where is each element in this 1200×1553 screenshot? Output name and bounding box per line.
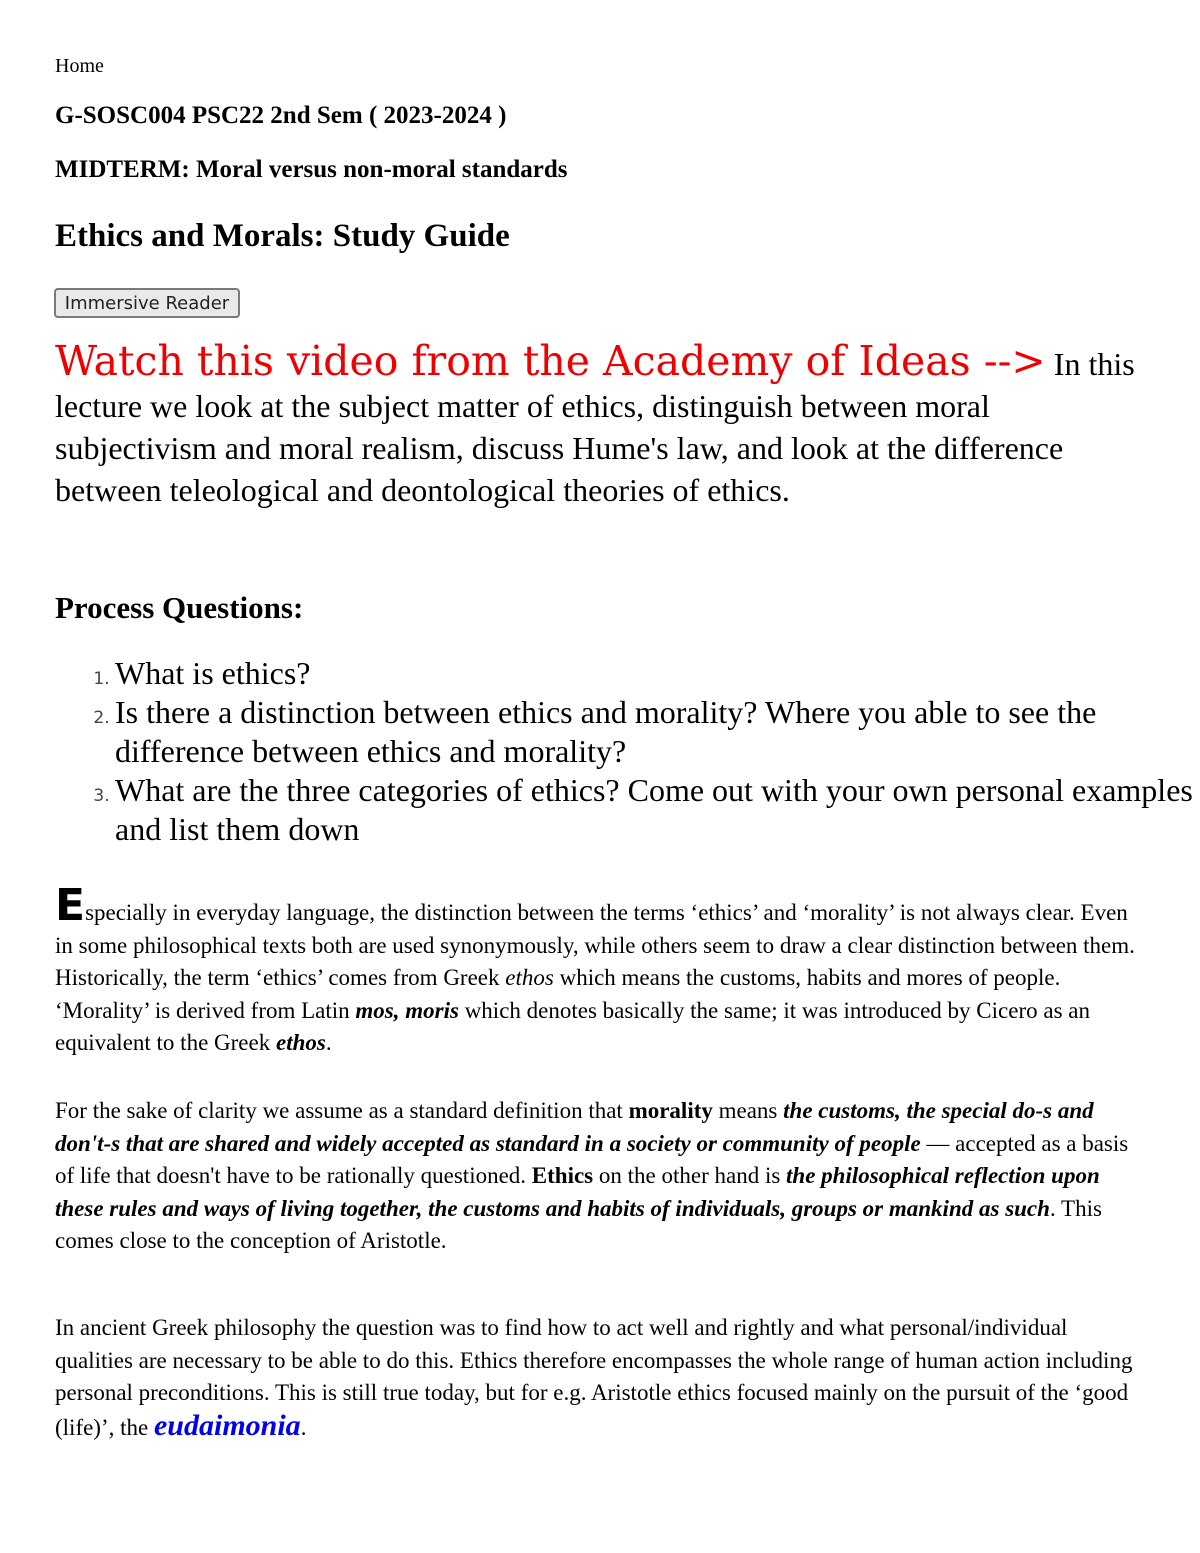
module-title: MIDTERM: Moral versus non-moral standards: [55, 156, 568, 183]
process-questions-list: [55, 654, 1200, 849]
paragraph-text: .: [300, 1414, 307, 1440]
paragraph-text: — accepted as a basis of life that doesn't have to be rationally questioned.: [55, 1130, 1129, 1188]
morality-definition: the customs, the special do-s and don't-s that are shared and widely accepted as standard in a society or community of people: [55, 1098, 1094, 1156]
paragraph-text: In ancient Greek philosophy the question was to find how to act well and rightly and what personal/individual qualities are necessary to be able to do this. Ethics therefore encompasses the whole range of human action including personal preconditions. This is still true today, but for e.g. Aristotle ethics focused mainly on the pursuit of the ‘good (life)’, the: [55, 1315, 1133, 1440]
paragraph-text: specially in everyday language, the distinction between the terms ‘ethics’ and ‘morality’ is not always clear. Even in some philosophical texts both are used synonymously, while others seem to draw a clear distinction between them. Historically, the term ‘ethics’ comes from Greek: [55, 900, 1135, 990]
intro-text: In this lecture we look at the subject matter of ethics, distinguish between moral subjectivism and moral realism, discuss Hume's law, and look at the difference between teleological and deontological theories of ethics.: [55, 346, 1135, 508]
paragraph-text: . This comes close to the conception of Aristotle.: [55, 1195, 1102, 1253]
process-questions-heading: Process Questions:: [55, 590, 304, 625]
paragraph-text: which means the customs, habits and mores of people. ‘Morality’ is derived from Latin: [55, 965, 1061, 1023]
ethos-term: ethos: [505, 965, 554, 990]
question-item: 1. What is ethics?: [115, 654, 1200, 693]
paragraph-text: .: [325, 1030, 332, 1055]
course-title: G-SOSC004 PSC22 2nd Sem ( 2023-2024 ): [55, 102, 507, 129]
page-title: Ethics and Morals: Study Guide: [55, 218, 510, 254]
ethics-definition: the philosophical reflection upon these rules and ways of living together, the customs and habits of individuals, groups or mankind as such: [55, 1163, 1100, 1221]
paragraph-text: on the other hand is: [593, 1163, 787, 1188]
ethics-term: Ethics: [531, 1163, 594, 1188]
video-link[interactable]: Watch this video from the Academy of Ideas -->: [55, 337, 1046, 385]
paragraph-text: For the sake of clarity we assume as a standard definition that: [55, 1098, 629, 1123]
drop-cap: E: [55, 880, 86, 931]
breadcrumb-home[interactable]: Home: [55, 55, 104, 77]
eudaimonia-link[interactable]: eudaimonia: [153, 1408, 301, 1442]
immersive-reader-button[interactable]: Immersive Reader: [54, 288, 240, 318]
paragraph-text: which denotes basically the same; it was introduced by Cicero as an equivalent to the Greek: [55, 997, 1090, 1055]
mos-moris-term: mos, moris: [355, 997, 459, 1023]
ethos-bold-term: ethos: [275, 1030, 326, 1055]
morality-term: morality: [628, 1098, 713, 1123]
question-item: 3. What are the three categories of ethics? Come out with your own personal examples and list them down: [115, 771, 1200, 849]
question-item: 2. Is there a distinction between ethics and morality? Where you able to see the difference between ethics and morality?: [115, 693, 1200, 771]
paragraph-text: means: [712, 1098, 784, 1123]
paragraph-greek-philosophy: [55, 1312, 1150, 1444]
intro-paragraph: [55, 337, 1150, 511]
paragraph-ethics-morality: [55, 880, 1150, 1060]
paragraph-definitions: [55, 1095, 1150, 1258]
